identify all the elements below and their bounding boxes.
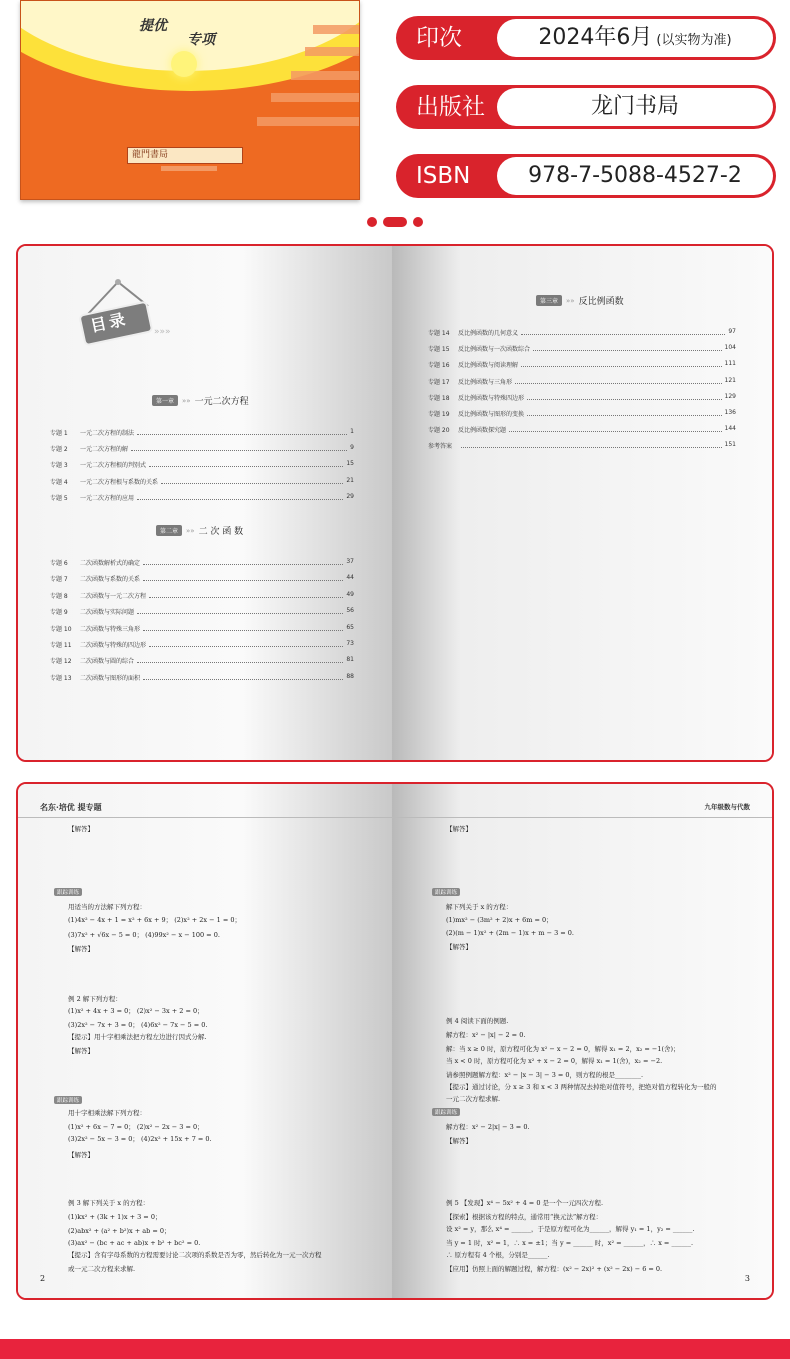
info-value-box [497, 88, 773, 126]
practice-tag-label: 跟踪训练 [432, 1108, 460, 1116]
toc-title: 一元二次方程的解 [80, 446, 129, 454]
sample-text-line: 【提示】含有字母系数的方程需要讨论二次项的系数是否为零，然后转化为一元一次方程 [68, 1251, 322, 1259]
practice-tag [432, 888, 460, 896]
practice-tag [54, 888, 82, 896]
cover-stripe [291, 71, 360, 80]
toc-title: 一元二次方程的应用 [80, 494, 135, 502]
sample-text-line: 设 x² = y，那么 x⁴ = ______，于是原方程可化为______，解得 y₁ = 1，y₂ = ______. [446, 1225, 695, 1233]
toc-title: 反比例函数与图形的变换 [458, 411, 525, 418]
cover-word-1: 提优 [139, 18, 167, 34]
page-header-left: 名东·培优 提专题 [40, 802, 102, 812]
toc-title: 反比例函数的几何意义 [458, 330, 519, 337]
toc-page-number: 81 [346, 656, 354, 664]
cover-stripe [271, 93, 360, 102]
sample-text-line: 解方程：x² − 2|x| − 3 = 0. [446, 1123, 530, 1131]
toc-topic-number: 专题 11 [50, 642, 72, 649]
sample-text-line: 【应用】仿照上面的解题过程，解方程：(x² − 2x)² + (x² − 2x) − 6 = 0. [446, 1265, 663, 1273]
sample-pages-spread [16, 782, 774, 1300]
page-number-right: 3 [744, 1274, 750, 1283]
toc-leader-dots [143, 673, 343, 680]
info-value-box [497, 19, 773, 57]
toc-leader-dots [527, 409, 722, 416]
sample-text-line: 解方程：x² − |x| − 2 = 0. [446, 1031, 526, 1039]
sample-text-line: 【解答】 [68, 1047, 94, 1055]
sample-text-line: 解下列关于 x 的方程： [446, 903, 513, 911]
toc-title: 反比例函数与特殊四边形 [458, 394, 525, 402]
page-header-right: 九年级数与代数 [704, 803, 750, 811]
cover-logo-underline [161, 166, 217, 171]
sample-text-line: 或一元二次方程来求解. [68, 1265, 136, 1273]
sample-text-line: 例 5 【发现】x⁴ − 5x² + 4 = 0 是一个一元四次方程. [446, 1199, 604, 1207]
toc-title: 二次函数与特殊三角形 [80, 625, 141, 633]
toc-entry [428, 425, 736, 434]
chapter-heading-1 [152, 394, 249, 407]
header-rule [392, 817, 772, 818]
sample-text-line: 【提示】通过讨论，分 x ≥ 3 和 x < 3 两种情况去掉绝对值符号，把绝对值方程转化为一般的 [446, 1083, 717, 1091]
toc-leader-dots [521, 328, 725, 335]
toc-topic-number: 专题 13 [50, 674, 72, 682]
chevrons-icon: »» [566, 296, 575, 305]
sample-text-line: 【提示】用十字相乘法把方程左边进行因式分解. [68, 1033, 207, 1041]
info-label: 出版社 [416, 94, 485, 120]
info-row-publisher [396, 85, 776, 129]
toc-entry [428, 409, 736, 418]
cover-word-2: 专项 [187, 32, 215, 48]
sample-text-line: (3)7x² + √6x − 5 = 0； (4)99x² − x − 100 = 0. [68, 931, 220, 939]
toc-entry [50, 477, 354, 486]
toc-entry [50, 493, 354, 502]
chapter-badge: 第三章 [536, 295, 562, 306]
carousel-dot[interactable] [367, 217, 377, 227]
toc-topic-number: 专题 19 [428, 411, 450, 418]
toc-title: 一元二次方程的制法 [80, 430, 135, 437]
sample-text-line: (1)kx² + (3k + 1)x + 3 = 0； [68, 1213, 162, 1221]
toc-page-number: 37 [346, 558, 354, 565]
carousel-dot[interactable] [413, 217, 423, 227]
practice-tag [432, 1108, 460, 1116]
sample-text-line: (2)abx² + (a² + b²)x + ab = 0； [68, 1227, 171, 1235]
toc-page-number: 136 [724, 409, 736, 416]
sample-text-line: (1)4x² − 4x + 1 = x² + 6x + 9； (2)x² + 2x − 1 = 0； [68, 916, 242, 924]
toc-topic-number: 专题 8 [50, 592, 68, 600]
page-number-left: 2 [40, 1274, 46, 1283]
toc-entry [50, 574, 354, 583]
toc-entry [50, 673, 354, 682]
toc-topic-number: 专题 9 [50, 609, 68, 617]
toc-leader-dots [533, 344, 722, 351]
toc-title: 二次函数与图形的面积 [80, 674, 141, 682]
toc-leader-dots [137, 656, 343, 663]
toc-title: 二次函数与实际问题 [80, 609, 135, 617]
sample-text-line: (3)ax² − (bc + ac + ab)x + b² + bc² = 0. [68, 1239, 201, 1247]
toc-topic-number: 专题 6 [50, 560, 68, 567]
toc-page-number: 15 [346, 460, 354, 468]
toc-topic-number: 专题 14 [428, 330, 450, 337]
info-value: 2024年6月 [538, 25, 653, 50]
toc-page-number: 49 [346, 590, 354, 598]
toc-topic-number: 专题 16 [428, 362, 450, 370]
toc-topic-number: 专题 4 [50, 478, 68, 486]
chapter-title: 二 次 函 数 [198, 527, 244, 537]
toc-page-number: 44 [346, 574, 354, 582]
toc-spread [16, 244, 774, 762]
sample-text-line: (3)2x² − 7x + 3 = 0； (4)6x² − 7x − 5 = 0. [68, 1021, 208, 1029]
toc-entry [50, 640, 354, 649]
toc-leader-dots [509, 425, 722, 432]
sample-text-line: 【探索】根据该方程的特点，通常用“换元法”解方程： [446, 1213, 603, 1221]
toc-leader-dots [521, 360, 722, 367]
toc-leader-dots [143, 624, 343, 631]
toc-entry [50, 607, 354, 616]
toc-page-number: 56 [346, 607, 354, 615]
info-row-isbn [396, 154, 776, 198]
toc-title: 二次函数解析式的确定 [80, 560, 141, 567]
toc-page-number: 9 [350, 444, 354, 452]
sample-text-line: 例 2 解下列方程： [68, 995, 122, 1003]
toc-entry [428, 441, 736, 450]
sample-text-line: 【解答】 [446, 943, 472, 951]
toc-page-number: 111 [724, 360, 736, 368]
chapter-badge: 第一章 [152, 395, 178, 406]
chevrons-icon: »» [186, 526, 195, 535]
toc-topic-number: 参考答案 [428, 443, 453, 451]
sample-text-line: 当 x < 0 时，原方程可化为 x² + x − 2 = 0，解得 x₁ = 1(舍)，x₂ = −2. [446, 1057, 663, 1065]
toc-entry [428, 360, 736, 369]
toc-title: 反比例函数与阅读理解 [458, 362, 519, 370]
book-cover-image [20, 0, 360, 200]
toc-title: 二次函数与圆的综合 [80, 658, 135, 666]
toc-leader-dots [461, 441, 722, 448]
sample-text-line: 请参照例题解方程：x² − |x − 3| − 3 = 0，则方程的根是________. [446, 1071, 644, 1079]
svg-text:»»»: »»» [154, 327, 171, 337]
toc-entry [428, 377, 736, 386]
bottom-red-bar [0, 1339, 790, 1359]
toc-leader-dots [149, 640, 343, 647]
toc-page-number: 104 [724, 344, 736, 352]
chapter-badge: 第二章 [156, 525, 182, 536]
toc-page-number: 129 [724, 392, 736, 400]
sample-left-page [18, 784, 392, 1298]
toc-entry [50, 591, 354, 600]
sample-text-line: 例 4 阅读下面的例题. [446, 1017, 509, 1025]
toc-topic-number: 专题 7 [50, 576, 68, 584]
sample-text-line: ∴ 原方程有 4 个根，分别是______. [446, 1251, 550, 1259]
sample-text-line: 解：当 x ≥ 0 时，原方程可化为 x² − x − 2 = 0，解得 x₁ = 2，x₂ = −1(舍)； [446, 1045, 680, 1053]
toc-entry [50, 624, 354, 633]
sample-text-line: 用十字相乘法解下列方程： [68, 1109, 146, 1117]
toc-title: 二次函数与一元二次方程 [80, 592, 147, 600]
sample-text-line: 一元二次方程求解. [446, 1095, 501, 1103]
toc-leader-dots [137, 493, 343, 500]
toc-page-number: 151 [724, 441, 736, 449]
info-label: 印次 [416, 25, 462, 51]
toc-topic-number: 专题 12 [50, 658, 72, 666]
toc-entry [50, 444, 354, 453]
cover-sun-shape [171, 51, 197, 77]
toc-topic-number: 专题 10 [50, 625, 72, 633]
toc-leader-dots [161, 477, 343, 484]
toc-title: 反比例函数与一次函数综合 [458, 346, 531, 354]
toc-title: 反比例函数与三角形 [458, 378, 513, 386]
toc-entry [50, 656, 354, 665]
toc-leader-dots [149, 460, 343, 467]
toc-leader-dots [527, 393, 722, 400]
toc-leader-dots [131, 444, 347, 451]
toc-title: 二次函数与特殊的四边形 [80, 642, 147, 649]
toc-entry [50, 558, 354, 567]
toc-entry [50, 460, 354, 469]
toc-entry [50, 428, 354, 437]
sample-text-line: 用适当的方法解下列方程： [68, 903, 146, 911]
toc-title: 反比例函数探究题 [458, 427, 507, 435]
info-note: (以实物为准) [656, 33, 732, 48]
toc-page-number: 121 [724, 376, 736, 384]
toc-leader-dots [515, 377, 722, 384]
sample-text-line: (1)x² + 4x + 3 = 0； (2)x² − 3x + 2 = 0； [68, 1007, 204, 1015]
practice-tag-label: 跟踪训练 [432, 888, 460, 896]
chapter-title: 反比例函数 [578, 297, 624, 307]
sample-text-line: 【解答】 [68, 1151, 94, 1159]
toc-topic-number: 专题 3 [50, 462, 68, 470]
toc-leader-dots [149, 591, 343, 598]
mulu-sign-text: 目录 [88, 309, 130, 336]
sample-text-line: 【解答】 [68, 825, 94, 833]
toc-entry [428, 344, 736, 353]
toc-page-number: 65 [346, 623, 354, 631]
toc-topic-number: 专题 17 [428, 378, 450, 386]
toc-left-page [18, 246, 392, 760]
toc-page-number: 144 [724, 425, 736, 433]
practice-tag-label: 跟踪训练 [54, 888, 82, 896]
toc-page-number: 21 [346, 476, 354, 484]
sample-text-line: (1)x² + 6x − 7 = 0； (2)x² − 2x − 3 = 0； [68, 1123, 204, 1131]
practice-tag-label: 跟踪训练 [54, 1096, 82, 1104]
toc-leader-dots [143, 558, 343, 565]
toc-topic-number: 专题 2 [50, 446, 68, 454]
toc-topic-number: 专题 18 [428, 394, 450, 402]
sample-text-line: 例 3 解下列关于 x 的方程： [68, 1199, 150, 1207]
sample-text-line: 【解答】 [446, 1137, 472, 1145]
toc-page-number: 97 [728, 328, 736, 335]
sample-text-line: 【解答】 [68, 945, 94, 953]
chapter-heading-3 [536, 294, 624, 307]
toc-page-number: 29 [346, 492, 354, 500]
cover-stripe [313, 25, 360, 34]
header-rule [18, 817, 392, 818]
toc-topic-number: 专题 15 [428, 346, 450, 354]
toc-leader-dots [137, 428, 347, 435]
info-row-print [396, 16, 776, 60]
toc-topic-number: 专题 1 [50, 430, 68, 437]
toc-topic-number: 专题 5 [50, 494, 68, 502]
sample-text-line: (2)(m − 1)x² + (2m − 1)x + m − 3 = 0. [446, 929, 574, 937]
toc-leader-dots [137, 607, 343, 614]
toc-entry [428, 393, 736, 402]
info-label: ISBN [416, 163, 471, 189]
toc-page-number: 88 [346, 672, 354, 680]
toc-right-page [392, 246, 772, 760]
sample-text-line: (1)mx² − (3m² + 2)x + 6m = 0； [446, 916, 553, 924]
toc-leader-dots [143, 574, 343, 581]
chevrons-icon: »» [182, 396, 191, 405]
cover-stripe [305, 47, 360, 56]
chapter-heading-2 [156, 524, 243, 537]
toc-title: 二次函数与系数的关系 [80, 576, 141, 584]
cover-publisher-logo: 龍門書局 [127, 147, 243, 164]
practice-tag [54, 1096, 82, 1104]
info-value: 978-7-5088-4527-2 [528, 163, 742, 188]
cover-stripe [257, 117, 360, 126]
toc-page-number: 73 [346, 640, 354, 647]
info-value: 龙门书局 [590, 94, 679, 119]
toc-entry [428, 328, 736, 337]
carousel-dot-active[interactable] [383, 217, 407, 227]
toc-topic-number: 专题 20 [428, 427, 450, 435]
sample-text-line: 当 y = 1 时，x² = 1，∴ x = ±1；当 y = ______ 时，x² = ______，∴ x = ______. [446, 1239, 694, 1247]
toc-title: 一元二次方程根与系数的关系 [80, 478, 159, 486]
sample-text-line: 【解答】 [446, 825, 472, 833]
chapter-title: 一元二次方程 [194, 397, 249, 407]
info-value-box [497, 157, 773, 195]
toc-page-number: 1 [350, 428, 354, 435]
toc-title: 一元二次方程根的判别式 [80, 462, 147, 470]
sample-right-page [392, 784, 772, 1298]
sample-text-line: (3)2x² − 5x − 3 = 0； (4)2x² + 15x + 7 = 0. [68, 1135, 212, 1143]
